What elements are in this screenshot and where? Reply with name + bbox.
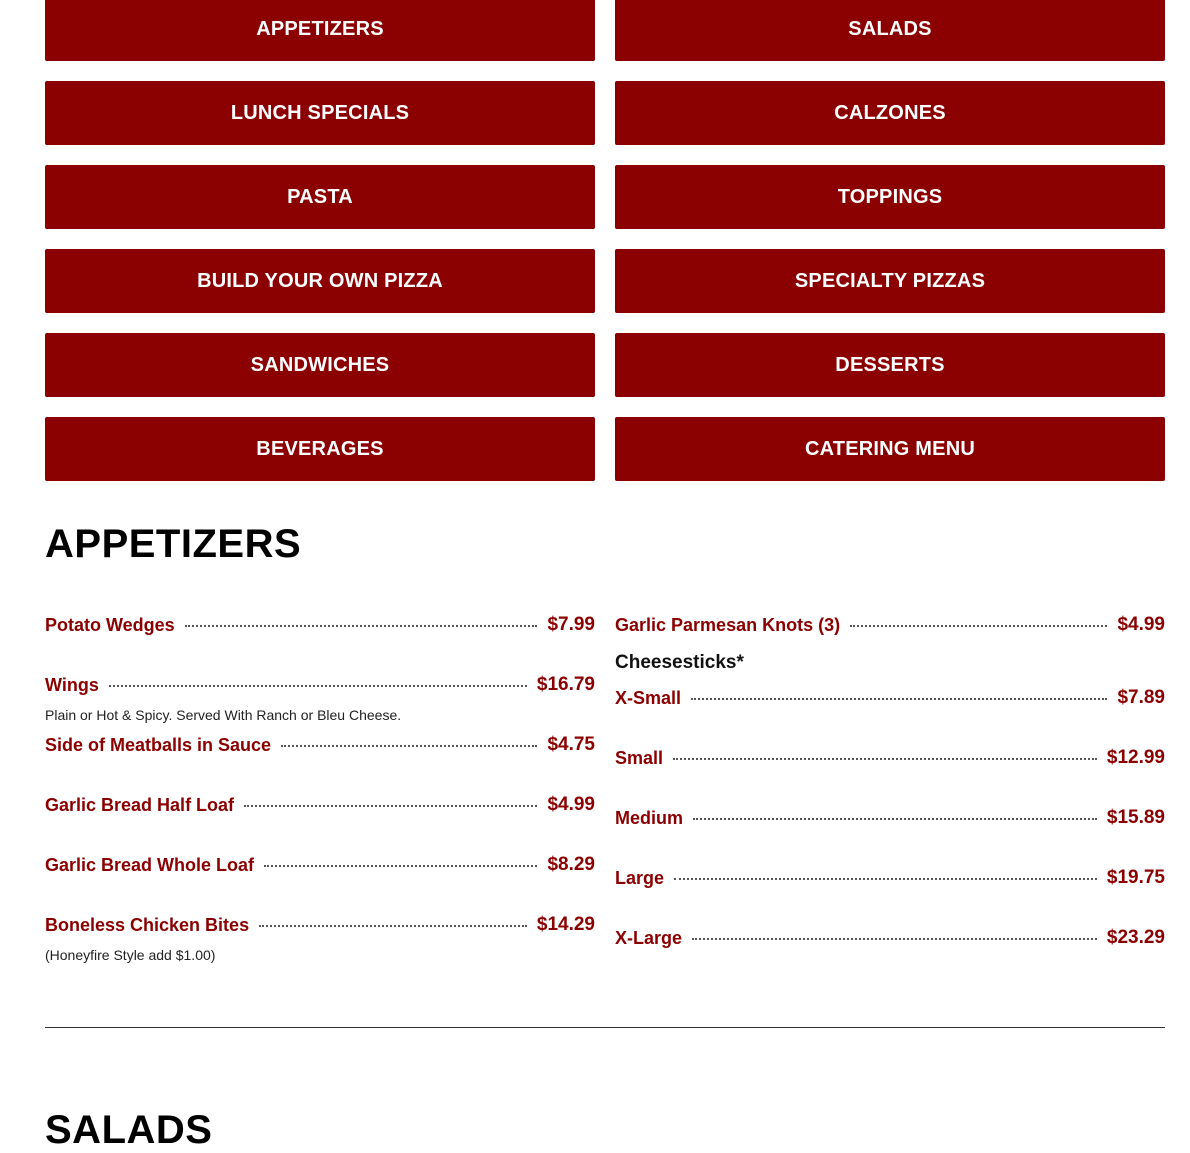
menu-item-price: $7.89 xyxy=(1117,687,1165,708)
menu-item-name: Wings xyxy=(45,674,99,695)
menu-item-name: Small xyxy=(615,747,664,768)
dotted-leader xyxy=(850,625,1107,627)
menu-item xyxy=(45,665,595,705)
menu-item-description: Plain or Hot & Spicy. Served With Ranch or Bleu Cheese. xyxy=(45,707,402,723)
category-button-salads[interactable]: SALADS xyxy=(615,0,1165,61)
menu-item xyxy=(45,845,595,885)
category-button-pasta[interactable]: PASTA xyxy=(45,165,595,229)
category-nav xyxy=(45,0,1165,481)
appetizers-left-column xyxy=(45,605,595,965)
dotted-leader xyxy=(692,938,1097,940)
menu-item-name: X-Small xyxy=(615,687,682,708)
dotted-leader xyxy=(693,818,1097,820)
menu-item-price: $7.99 xyxy=(547,614,595,635)
menu-item xyxy=(45,605,595,645)
menu-item-description: (Honeyfire Style add $1.00) xyxy=(45,947,216,963)
menu-item-price: $4.99 xyxy=(1117,614,1165,635)
menu-item-name: Side of Meatballs in Sauce xyxy=(45,734,272,755)
dotted-leader xyxy=(674,878,1097,880)
category-button-sandwiches[interactable]: SANDWICHES xyxy=(45,333,595,397)
category-button-specialty-pizzas[interactable]: SPECIALTY PIZZAS xyxy=(615,249,1165,313)
menu-item-price: $16.79 xyxy=(536,674,595,695)
menu-item-name: Garlic Parmesan Knots (3) xyxy=(615,614,841,635)
dotted-leader xyxy=(691,698,1107,700)
section-title-salads: SALADS xyxy=(45,1108,213,1152)
menu-item-price: $4.75 xyxy=(547,734,595,755)
menu-item-price: $8.29 xyxy=(547,854,595,875)
category-button-toppings[interactable]: TOPPINGS xyxy=(615,165,1165,229)
menu-item-price: $14.29 xyxy=(536,914,595,935)
dotted-leader xyxy=(244,805,537,807)
menu-item xyxy=(615,605,1165,645)
menu-item-price: $4.99 xyxy=(547,794,595,815)
dotted-leader xyxy=(185,625,538,627)
menu-item-name: Potato Wedges xyxy=(45,614,175,635)
menu-item-price: $15.89 xyxy=(1106,807,1165,828)
menu-item xyxy=(615,798,1165,838)
category-button-desserts[interactable]: DESSERTS xyxy=(615,333,1165,397)
dotted-leader xyxy=(264,865,537,867)
menu-item-name: Garlic Bread Half Loaf xyxy=(45,794,235,815)
cheesesticks-heading: Cheesesticks* xyxy=(615,652,744,673)
menu-item-price: $12.99 xyxy=(1106,747,1165,768)
dotted-leader xyxy=(109,685,527,687)
menu-item xyxy=(615,858,1165,898)
menu-item-price: $19.75 xyxy=(1106,867,1165,888)
menu-item xyxy=(615,738,1165,778)
appetizers-right-column xyxy=(615,605,1165,958)
menu-item-name: Large xyxy=(615,867,665,888)
section-divider xyxy=(45,1027,1165,1028)
menu-item xyxy=(615,918,1165,958)
menu-item xyxy=(45,725,595,765)
category-button-appetizers[interactable]: APPETIZERS xyxy=(45,0,595,61)
menu-item xyxy=(45,785,595,825)
category-button-beverages[interactable]: BEVERAGES xyxy=(45,417,595,481)
category-button-build-your-own-pizza[interactable]: BUILD YOUR OWN PIZZA xyxy=(45,249,595,313)
menu-item-name: Garlic Bread Whole Loaf xyxy=(45,854,255,875)
menu-item-price: $23.29 xyxy=(1106,927,1165,948)
category-button-lunch-specials[interactable]: LUNCH SPECIALS xyxy=(45,81,595,145)
menu-item xyxy=(45,905,595,945)
dotted-leader xyxy=(673,758,1097,760)
category-button-catering-menu[interactable]: CATERING MENU xyxy=(615,417,1165,481)
menu-item-name: Medium xyxy=(615,807,684,828)
menu-item-name: Boneless Chicken Bites xyxy=(45,914,250,935)
section-title-appetizers: APPETIZERS xyxy=(45,522,302,566)
menu-item xyxy=(615,678,1165,718)
dotted-leader xyxy=(281,745,537,747)
dotted-leader xyxy=(259,925,527,927)
category-button-calzones[interactable]: CALZONES xyxy=(615,81,1165,145)
menu-item-name: X-Large xyxy=(615,927,683,948)
